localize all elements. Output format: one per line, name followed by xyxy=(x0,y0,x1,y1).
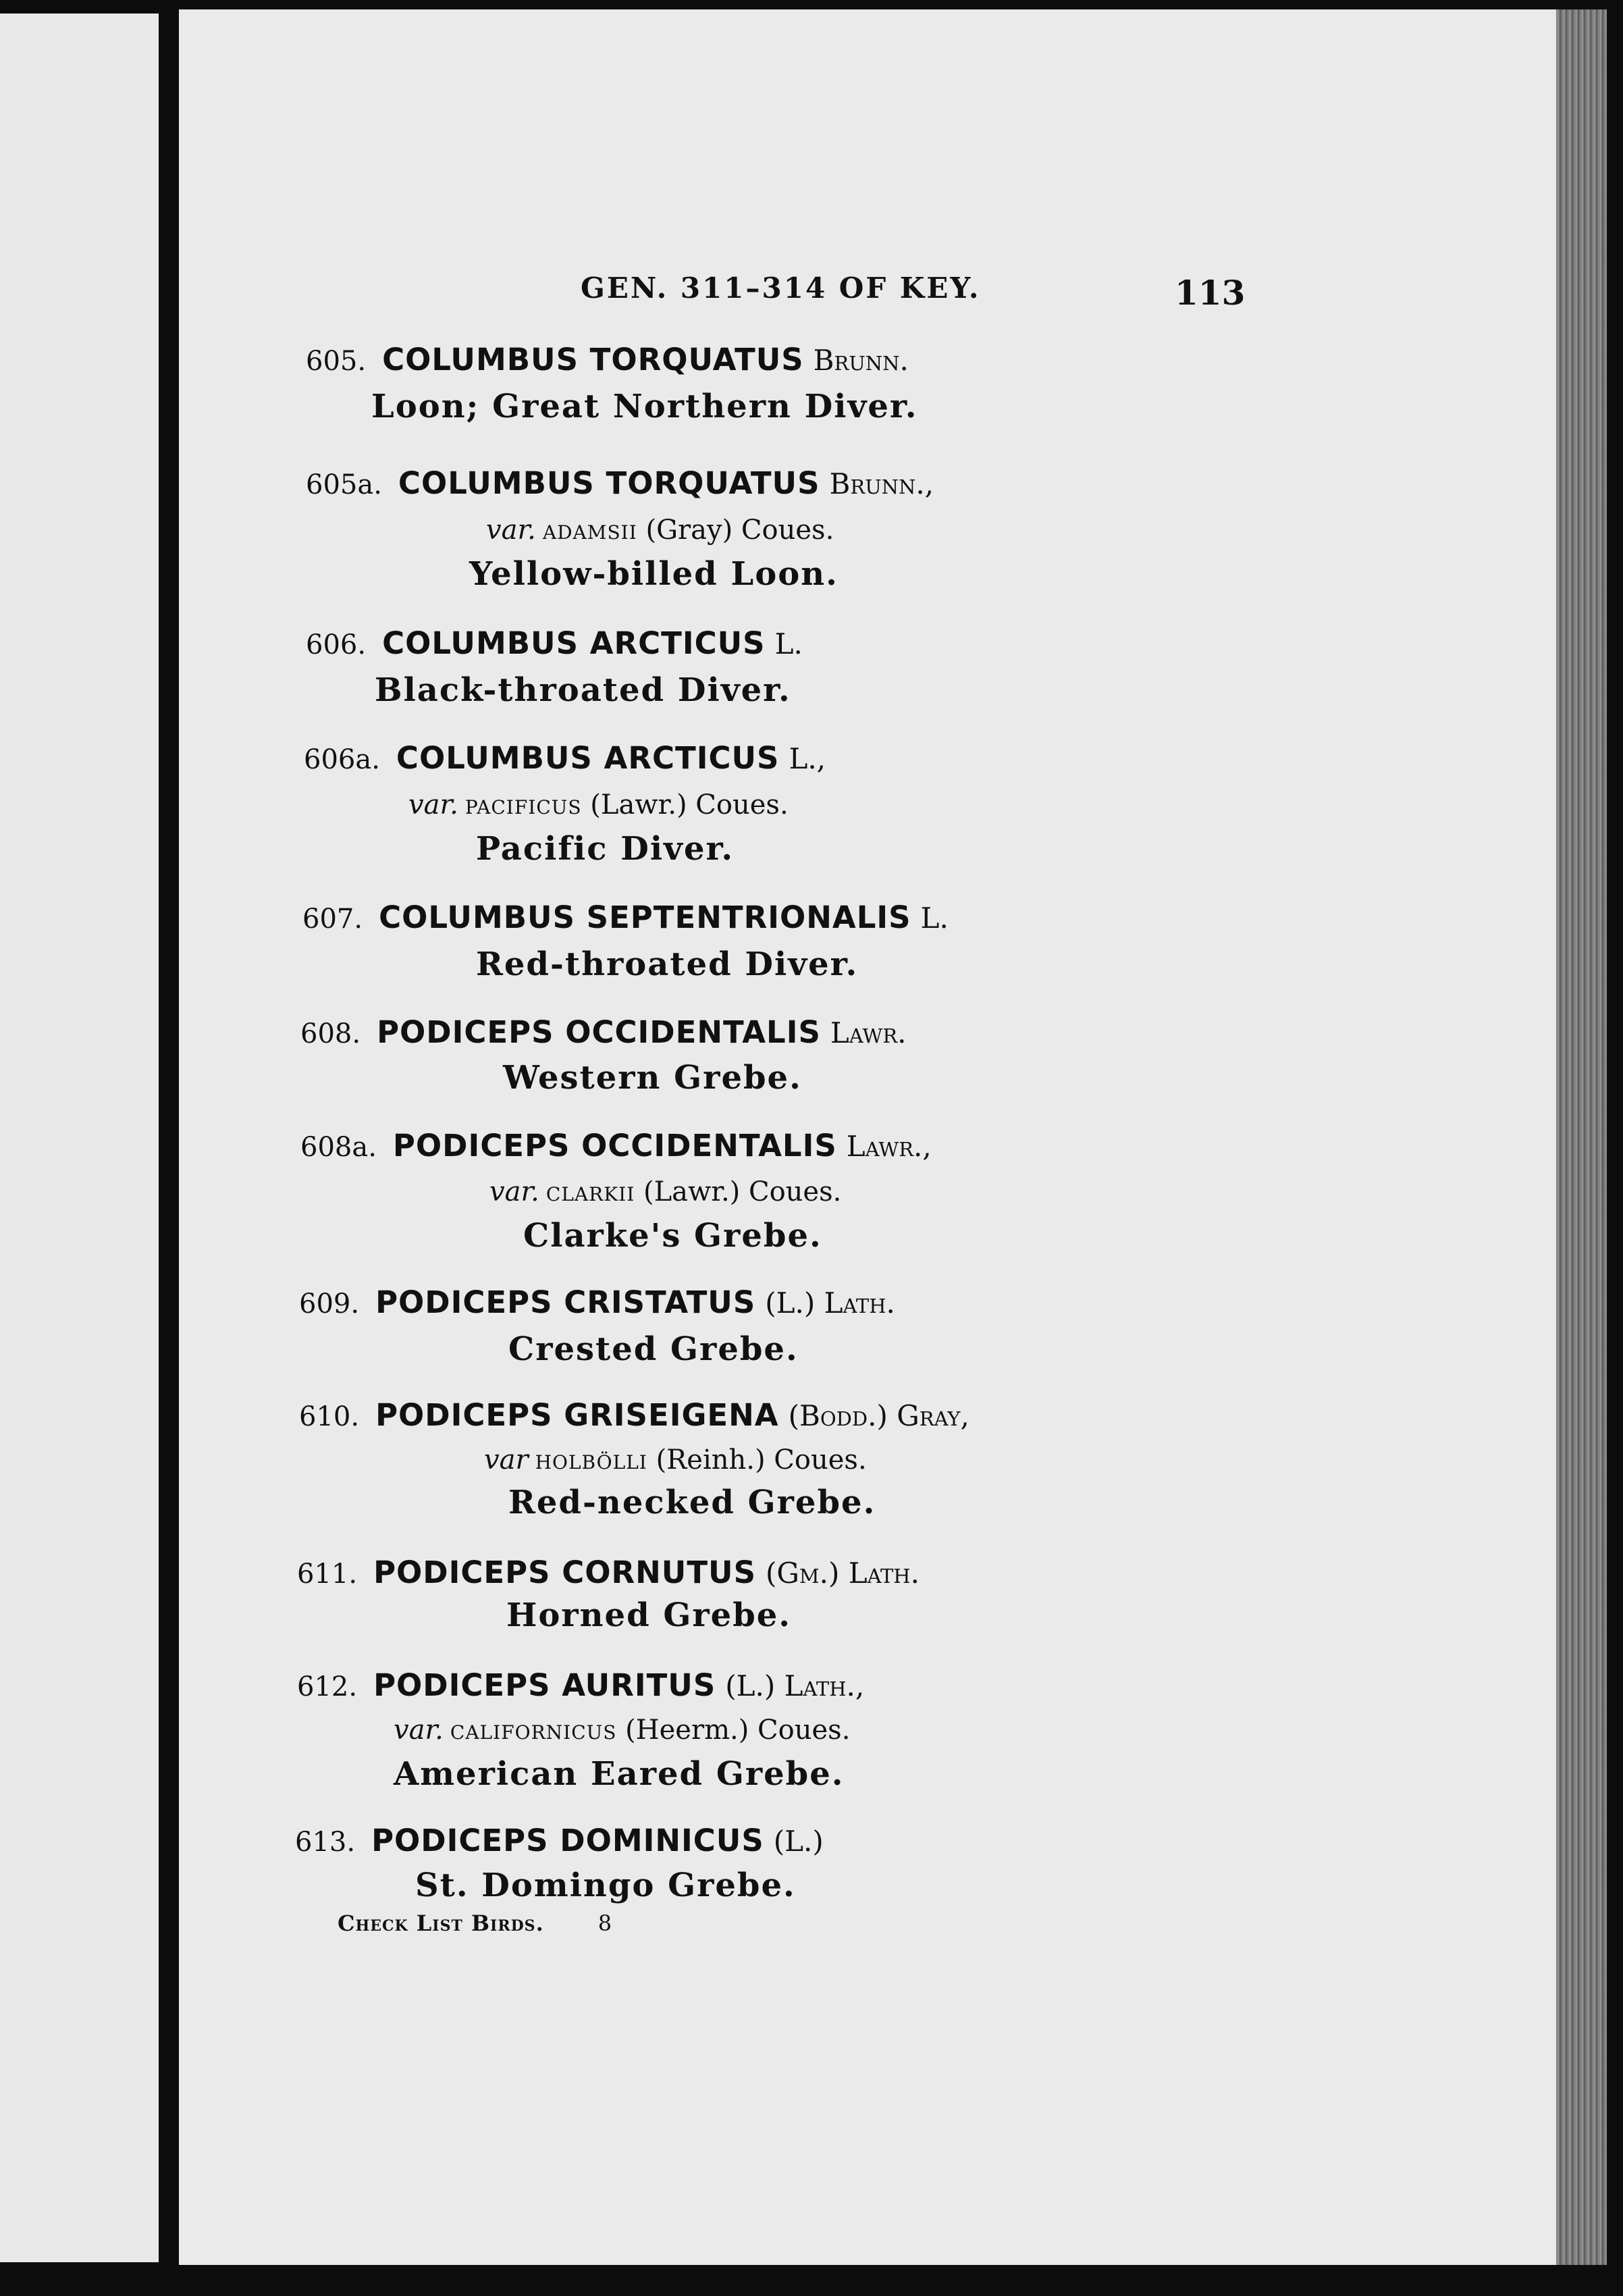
entry-609-common: Crested Grebe. xyxy=(508,1330,799,1368)
entry-number: 609. xyxy=(299,1288,360,1320)
author: L. xyxy=(774,627,803,660)
entry-number: 606a. xyxy=(304,744,380,775)
entry-611-scientific xyxy=(297,1555,920,1590)
entry-606a-scientific xyxy=(304,740,826,776)
entry-606a-variety xyxy=(408,789,789,820)
entry-number: 608a. xyxy=(300,1132,377,1163)
scientific-name: PODICEPS OCCIDENTALIS xyxy=(392,1128,837,1164)
variety-name: californicus xyxy=(450,1715,617,1746)
page-number: 113 xyxy=(1175,273,1246,313)
scientific-name: COLUMBUS SEPTENTRIONALIS xyxy=(379,899,911,935)
author: (L.) Lath., xyxy=(725,1669,865,1702)
footer-title: Check List Birds. xyxy=(338,1910,544,1936)
scientific-name: PODICEPS OCCIDENTALIS xyxy=(377,1014,821,1050)
entry-number: 608. xyxy=(300,1018,361,1049)
entry-613-common: St. Domingo Grebe. xyxy=(415,1867,796,1904)
entry-608-common: Western Grebe. xyxy=(503,1059,802,1097)
variety-author: (Reinh.) Coues. xyxy=(656,1444,867,1476)
author: Brunn., xyxy=(829,467,934,500)
var-prefix: var xyxy=(484,1444,529,1476)
scientific-name: COLUMBUS ARCTICUS xyxy=(382,625,766,661)
entry-number: 610. xyxy=(299,1401,360,1432)
entry-611-common: Horned Grebe. xyxy=(506,1596,791,1634)
scientific-name: COLUMBUS TORQUATUS xyxy=(382,342,804,377)
scientific-name: PODICEPS DOMINICUS xyxy=(371,1823,764,1858)
entry-number: 606. xyxy=(306,629,367,660)
variety-name: clarkii xyxy=(546,1176,635,1207)
entry-605-scientific xyxy=(306,342,909,377)
scientific-name: COLUMBUS TORQUATUS xyxy=(398,465,820,501)
var-prefix: var. xyxy=(489,1176,539,1207)
entry-612-scientific xyxy=(297,1667,864,1703)
variety-name: holbölli xyxy=(535,1444,647,1476)
facing-page-edge xyxy=(0,14,159,2262)
entry-608a-variety xyxy=(489,1176,841,1207)
signature-footer xyxy=(338,1910,612,1936)
author: Brunn. xyxy=(813,344,909,377)
author: L. xyxy=(920,902,949,935)
entry-613-scientific xyxy=(295,1823,824,1858)
variety-author: (Lawr.) Coues. xyxy=(643,1176,842,1207)
variety-name: adamsii xyxy=(542,515,637,546)
variety-author: (Lawr.) Coues. xyxy=(590,789,789,820)
var-prefix: var. xyxy=(486,515,536,546)
author: (L.) Lath. xyxy=(765,1286,895,1320)
entry-610-scientific xyxy=(299,1397,969,1433)
entry-605a-variety xyxy=(486,515,834,546)
author: L., xyxy=(789,742,826,775)
page-stack-edge xyxy=(1556,9,1607,2265)
scientific-name: PODICEPS CORNUTUS xyxy=(373,1555,756,1590)
variety-name: pacificus xyxy=(464,789,582,820)
entry-607-common: Red-throated Diver. xyxy=(476,945,859,983)
entry-605-common: Loon; Great Northern Diver. xyxy=(371,388,918,425)
scientific-name: PODICEPS GRISEIGENA xyxy=(375,1397,779,1433)
entry-607-scientific xyxy=(302,899,949,935)
author: Lawr. xyxy=(830,1016,907,1049)
entry-number: 613. xyxy=(295,1827,356,1858)
entry-608-scientific xyxy=(300,1014,907,1050)
variety-author: (Heerm.) Coues. xyxy=(625,1715,851,1746)
author: (Gm.) Lath. xyxy=(766,1557,920,1590)
scientific-name: PODICEPS CRISTATUS xyxy=(375,1284,756,1320)
entry-610-variety xyxy=(484,1444,867,1476)
entry-606-scientific xyxy=(306,625,803,661)
author: (L.) xyxy=(773,1825,824,1858)
running-head: GEN. 311–314 OF KEY. xyxy=(581,271,981,305)
variety-author: (Gray) Coues. xyxy=(645,515,834,546)
entry-612-common: American Eared Grebe. xyxy=(394,1755,845,1793)
entry-610-common: Red-necked Grebe. xyxy=(508,1484,876,1521)
entry-606a-common: Pacific Diver. xyxy=(476,830,735,868)
entry-number: 605a. xyxy=(306,469,382,500)
entry-number: 612. xyxy=(297,1671,358,1702)
author: (Bodd.) Gray, xyxy=(788,1399,969,1432)
var-prefix: var. xyxy=(394,1715,444,1746)
entry-605a-common: Yellow-billed Loon. xyxy=(469,555,839,593)
entry-number: 611. xyxy=(297,1559,358,1590)
entry-605a-scientific xyxy=(306,465,934,501)
entry-608a-scientific xyxy=(300,1128,932,1164)
signature-mark: 8 xyxy=(597,1910,613,1936)
author: Lawr., xyxy=(846,1130,932,1163)
var-prefix: var. xyxy=(408,789,458,820)
entry-608a-common: Clarke's Grebe. xyxy=(523,1217,822,1255)
entry-609-scientific xyxy=(299,1284,895,1320)
scientific-name: COLUMBUS ARCTICUS xyxy=(396,740,780,776)
entry-606-common: Black-throated Diver. xyxy=(375,671,791,709)
entry-number: 605. xyxy=(306,346,367,377)
entry-612-variety xyxy=(394,1715,850,1746)
entry-number: 607. xyxy=(302,904,363,935)
book-page xyxy=(179,9,1556,2265)
scientific-name: PODICEPS AURITUS xyxy=(373,1667,716,1703)
